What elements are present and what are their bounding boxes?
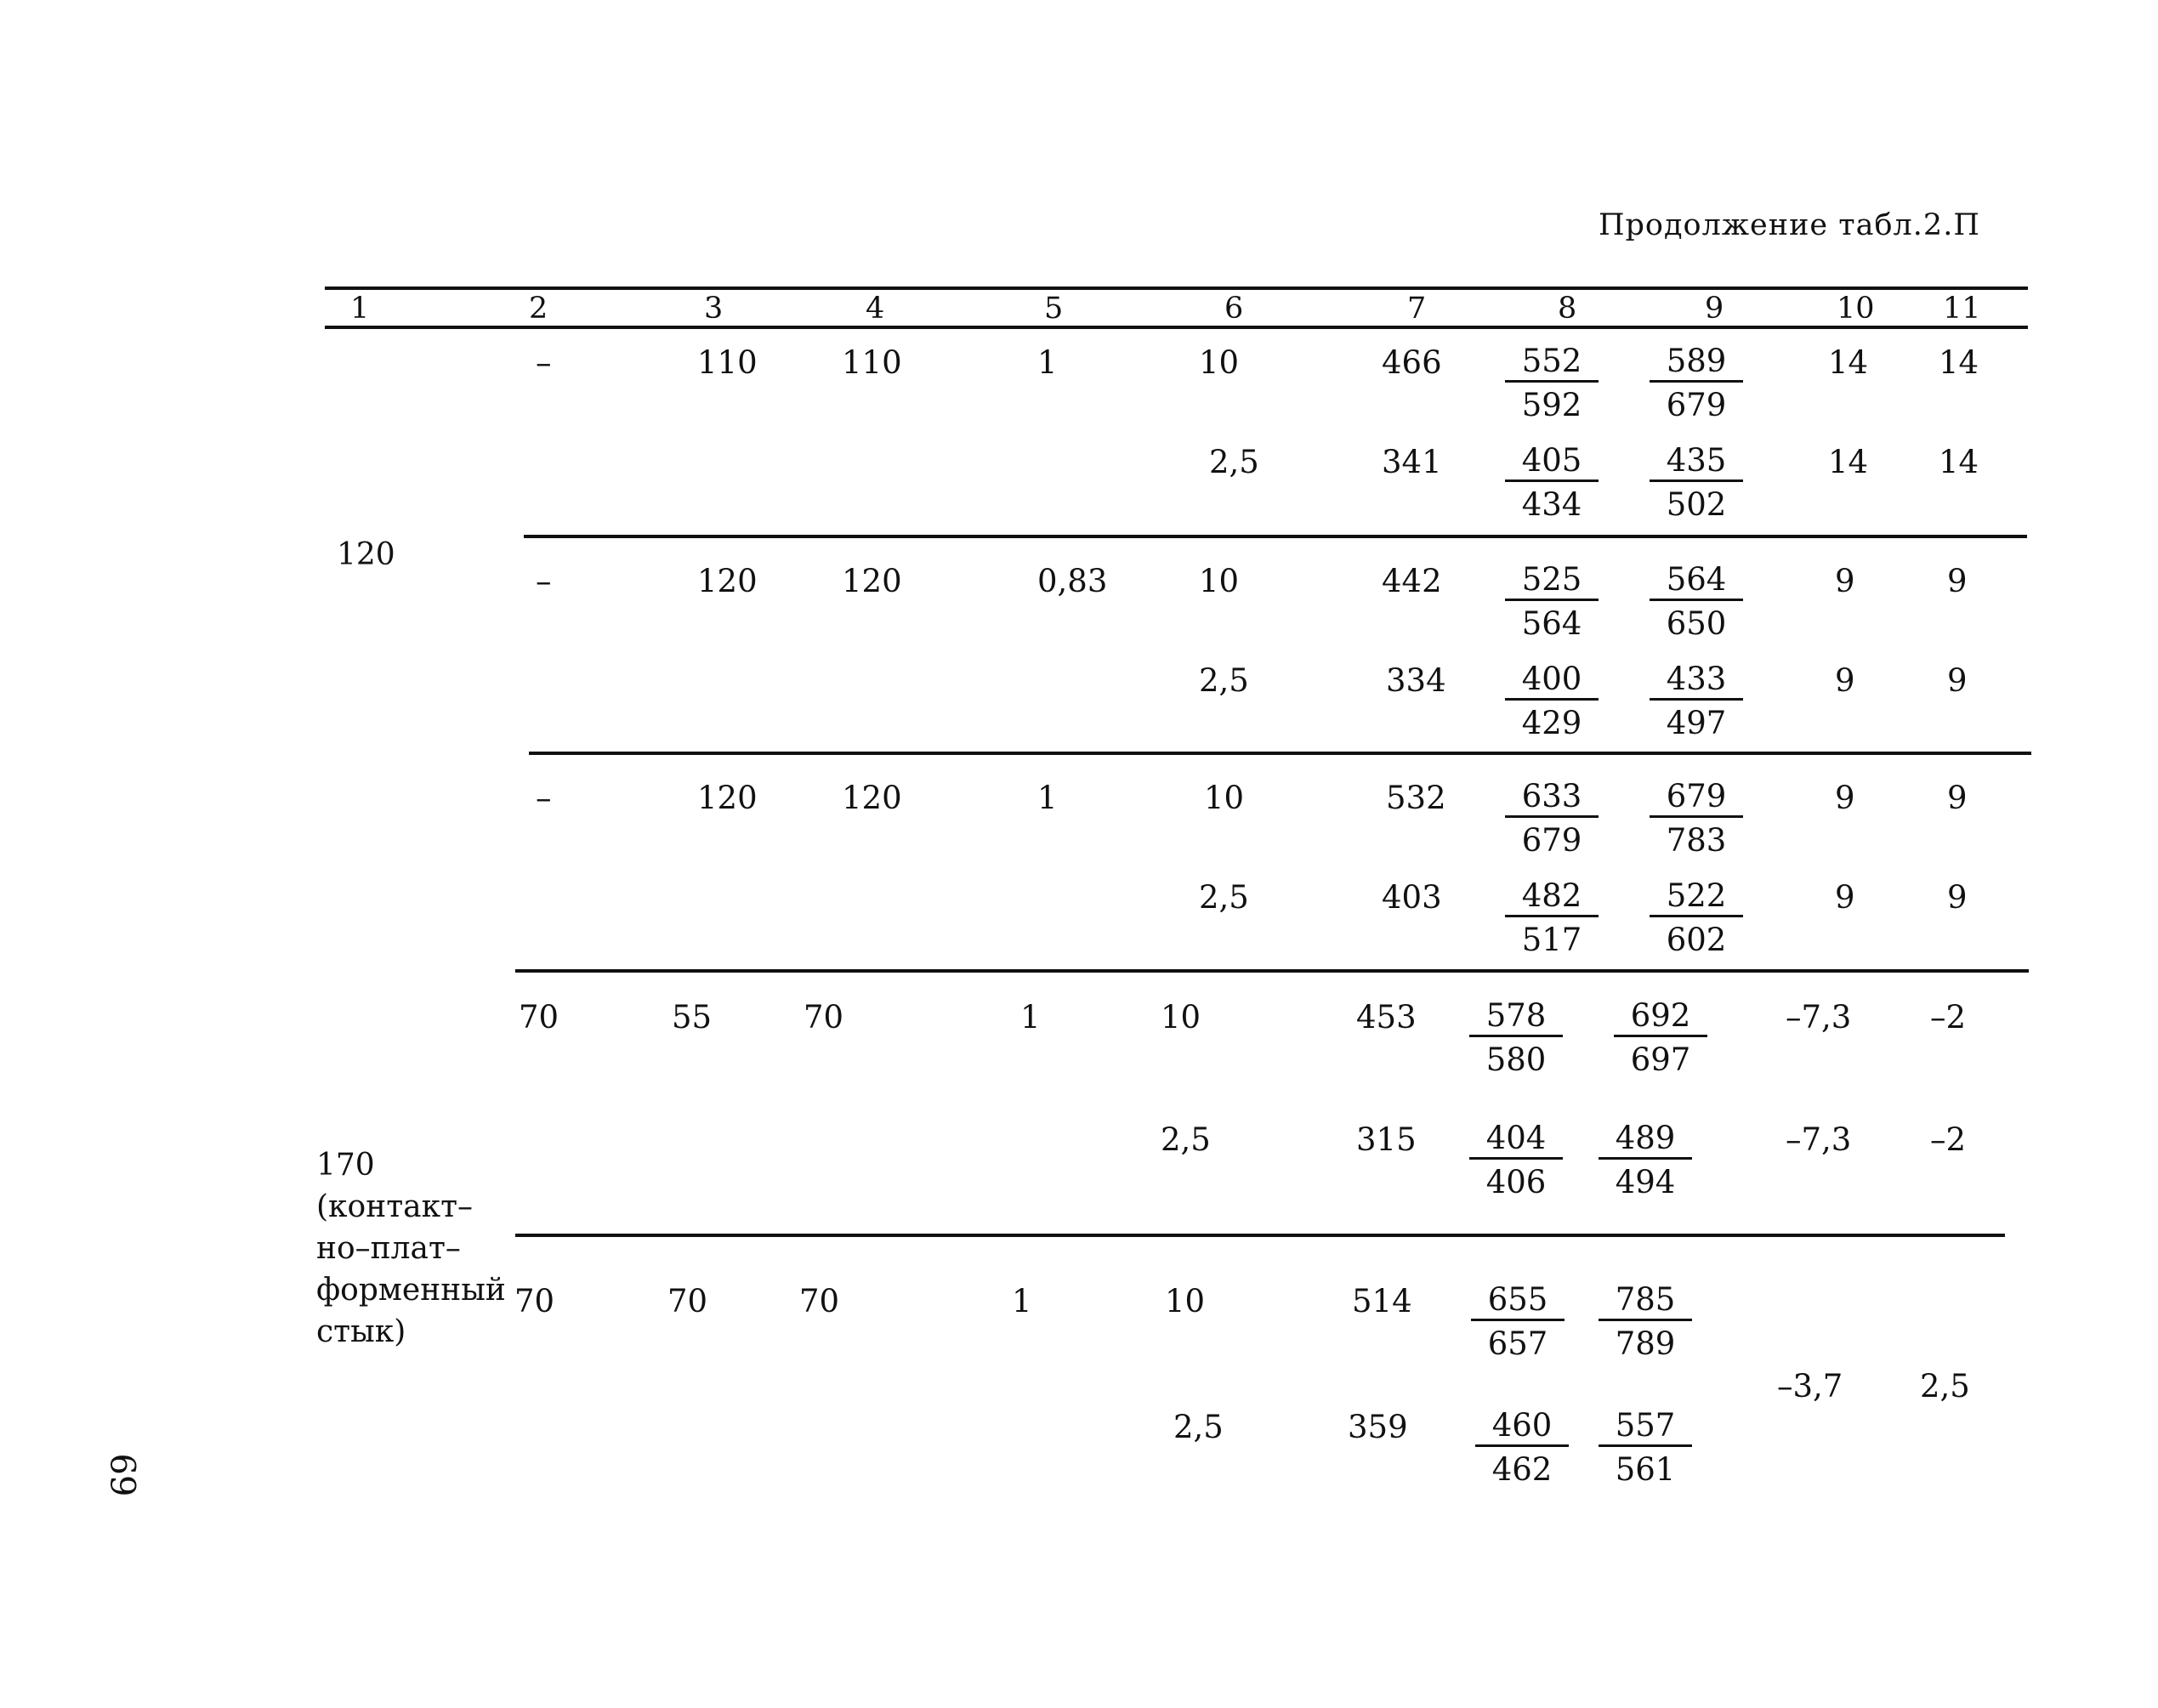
fraction-cell-col9: [1650, 345, 1743, 421]
cell-col11: 9: [1947, 879, 1968, 916]
numerator: 400: [1505, 663, 1599, 701]
cell-col7: 359: [1348, 1409, 1408, 1445]
fraction-cell-col8: [1505, 442, 1599, 523]
numerator: 785: [1599, 1284, 1692, 1321]
denominator: 679: [1521, 822, 1582, 859]
column-header-5: 5: [1044, 292, 1064, 326]
fraction-cell-col9: [1599, 1407, 1692, 1488]
denominator: 679: [1666, 387, 1727, 423]
cell-col4: 70: [799, 1283, 840, 1319]
cell-col7: 466: [1382, 344, 1442, 381]
group-label-170: [316, 1144, 506, 1353]
fraction-cell-col8: [1505, 778, 1599, 859]
denominator: 592: [1521, 387, 1582, 423]
numerator: 552: [1505, 345, 1599, 383]
cell-col6: 2,5: [1209, 444, 1259, 480]
denominator: 783: [1666, 822, 1727, 859]
column-header-11: 11: [1943, 292, 1981, 326]
row-separator: [515, 1234, 2005, 1237]
numerator: 522: [1650, 880, 1743, 917]
cell-col6: 2,5: [1173, 1409, 1224, 1445]
denominator: 462: [1491, 1451, 1553, 1488]
numerator: 460: [1475, 1410, 1569, 1447]
column-header-3: 3: [704, 292, 724, 326]
cell-col7: 315: [1356, 1121, 1417, 1158]
cell-col11: 14: [1939, 344, 1979, 381]
row-separator: [515, 969, 2029, 973]
cell-col10-shared: –3,7: [1777, 1368, 1843, 1404]
denominator: 517: [1521, 922, 1582, 958]
cell-col6: 2,5: [1199, 879, 1249, 916]
denominator: 561: [1615, 1451, 1676, 1488]
cell-col3: 70: [667, 1283, 708, 1319]
fraction-cell-col8: [1505, 561, 1599, 642]
fraction-cell-col8: [1471, 1281, 1565, 1362]
cell-col4: 110: [842, 344, 902, 381]
cell-col5: 1: [1037, 780, 1058, 816]
cell-col5: 1: [1020, 999, 1041, 1036]
column-header-4: 4: [866, 292, 885, 326]
fraction-cell-col9: [1650, 663, 1743, 739]
cell-col7: 334: [1386, 662, 1446, 699]
cell-col11: –2: [1930, 999, 1967, 1036]
fraction-cell-col8: [1505, 345, 1599, 421]
cell-col11: 14: [1939, 444, 1979, 480]
cell-col4: 120: [842, 780, 902, 816]
numerator: 578: [1469, 1000, 1563, 1037]
cell-col2: –: [536, 563, 552, 599]
cell-col10: 9: [1835, 879, 1855, 916]
numerator: 433: [1650, 663, 1743, 701]
denominator: 494: [1615, 1164, 1676, 1200]
denominator: 406: [1485, 1164, 1547, 1200]
row-separator: [529, 752, 2031, 755]
cell-col7: 532: [1386, 780, 1446, 816]
numerator: 589: [1650, 345, 1743, 383]
group-label-line: форменный: [316, 1273, 506, 1308]
denominator: 502: [1666, 486, 1727, 523]
cell-col6: 10: [1165, 1283, 1206, 1319]
cell-col5: 1: [1012, 1283, 1032, 1319]
group-label-line: стык): [316, 1314, 406, 1349]
denominator: 697: [1630, 1041, 1691, 1078]
numerator: 435: [1650, 445, 1743, 482]
page-number: 69: [102, 1453, 142, 1497]
row-separator: [524, 535, 2027, 538]
fraction-cell-col9: [1650, 561, 1743, 642]
fraction-cell-col9: [1650, 877, 1743, 958]
cell-col4: 120: [842, 563, 902, 599]
numerator: 679: [1650, 780, 1743, 818]
numerator: 489: [1599, 1122, 1692, 1160]
cell-col11-shared: 2,5: [1920, 1368, 1970, 1404]
fraction-cell-col8: [1505, 663, 1599, 739]
cell-col2: –: [536, 344, 552, 381]
fraction-cell-col8: [1505, 877, 1599, 958]
cell-col2: –: [536, 780, 552, 816]
cell-col6: 10: [1199, 563, 1240, 599]
column-header-9: 9: [1705, 292, 1724, 326]
numerator: 405: [1505, 445, 1599, 482]
cell-col11: –2: [1930, 1121, 1967, 1158]
cell-col5: 1: [1037, 344, 1058, 381]
numerator: 482: [1505, 880, 1599, 917]
cell-col4: 70: [804, 999, 844, 1036]
denominator: 650: [1666, 605, 1727, 642]
header-top-rule: [325, 287, 2028, 290]
cell-col7: 403: [1382, 879, 1442, 916]
cell-col6: 2,5: [1161, 1121, 1211, 1158]
fraction-cell-col9: [1614, 997, 1707, 1078]
numerator: 525: [1505, 564, 1599, 601]
denominator: 580: [1485, 1041, 1547, 1078]
numerator: 655: [1471, 1284, 1565, 1321]
denominator: 429: [1521, 705, 1582, 741]
fraction-cell-col8: [1469, 997, 1563, 1078]
header-bottom-rule: [325, 326, 2028, 329]
cell-col2: 70: [519, 999, 559, 1036]
column-header-8: 8: [1558, 292, 1577, 326]
cell-col6: 2,5: [1199, 662, 1249, 699]
denominator: 657: [1487, 1325, 1548, 1362]
column-header-2: 2: [529, 292, 548, 326]
fraction-cell-col9: [1599, 1281, 1692, 1362]
cell-col11: 9: [1947, 780, 1968, 816]
cell-col10: –7,3: [1786, 999, 1852, 1036]
cell-col6: 10: [1161, 999, 1201, 1036]
cell-col3: 55: [672, 999, 713, 1036]
numerator: 692: [1614, 1000, 1707, 1037]
cell-col7: 341: [1382, 444, 1442, 480]
cell-col10: 9: [1835, 780, 1855, 816]
fraction-cell-col9: [1650, 778, 1743, 859]
numerator: 633: [1505, 780, 1599, 818]
column-header-7: 7: [1407, 292, 1427, 326]
numerator: 404: [1469, 1122, 1563, 1160]
numerator: 564: [1650, 564, 1743, 601]
numerator: 557: [1599, 1410, 1692, 1447]
fraction-cell-col8: [1475, 1407, 1569, 1488]
fraction-cell-col9: [1650, 442, 1743, 523]
cell-col3: 120: [697, 563, 758, 599]
cell-col7: 442: [1382, 563, 1442, 599]
fraction-cell-col8: [1469, 1122, 1563, 1198]
denominator: 789: [1615, 1325, 1676, 1362]
cell-col5: 0,83: [1037, 563, 1108, 599]
table-caption: Продолжение табл.2.П: [1599, 208, 1980, 242]
cell-col10: 14: [1828, 344, 1869, 381]
column-header-6: 6: [1224, 292, 1244, 326]
cell-col3: 120: [697, 780, 758, 816]
denominator: 497: [1666, 705, 1727, 741]
cell-col6: 10: [1204, 780, 1245, 816]
cell-col7: 453: [1356, 999, 1417, 1036]
column-header-10: 10: [1837, 292, 1875, 326]
cell-col10: 9: [1835, 563, 1855, 599]
denominator: 602: [1666, 922, 1727, 958]
denominator: 434: [1521, 486, 1582, 523]
cell-col11: 9: [1947, 563, 1968, 599]
cell-col3: 110: [697, 344, 758, 381]
group-label-120: 120: [337, 537, 395, 572]
fraction-cell-col9: [1599, 1122, 1692, 1198]
group-label-line: (контакт–: [316, 1189, 474, 1224]
cell-col10: –7,3: [1786, 1121, 1852, 1158]
group-label-line: но–плат–: [316, 1231, 461, 1266]
cell-col10: 14: [1828, 444, 1869, 480]
cell-col11: 9: [1947, 662, 1968, 699]
cell-col7: 514: [1352, 1283, 1412, 1319]
group-label-line: 170: [316, 1148, 375, 1183]
cell-col10: 9: [1835, 662, 1855, 699]
cell-col6: 10: [1199, 344, 1240, 381]
denominator: 564: [1521, 605, 1582, 642]
cell-col2: 70: [514, 1283, 555, 1319]
column-header-1: 1: [350, 292, 370, 326]
